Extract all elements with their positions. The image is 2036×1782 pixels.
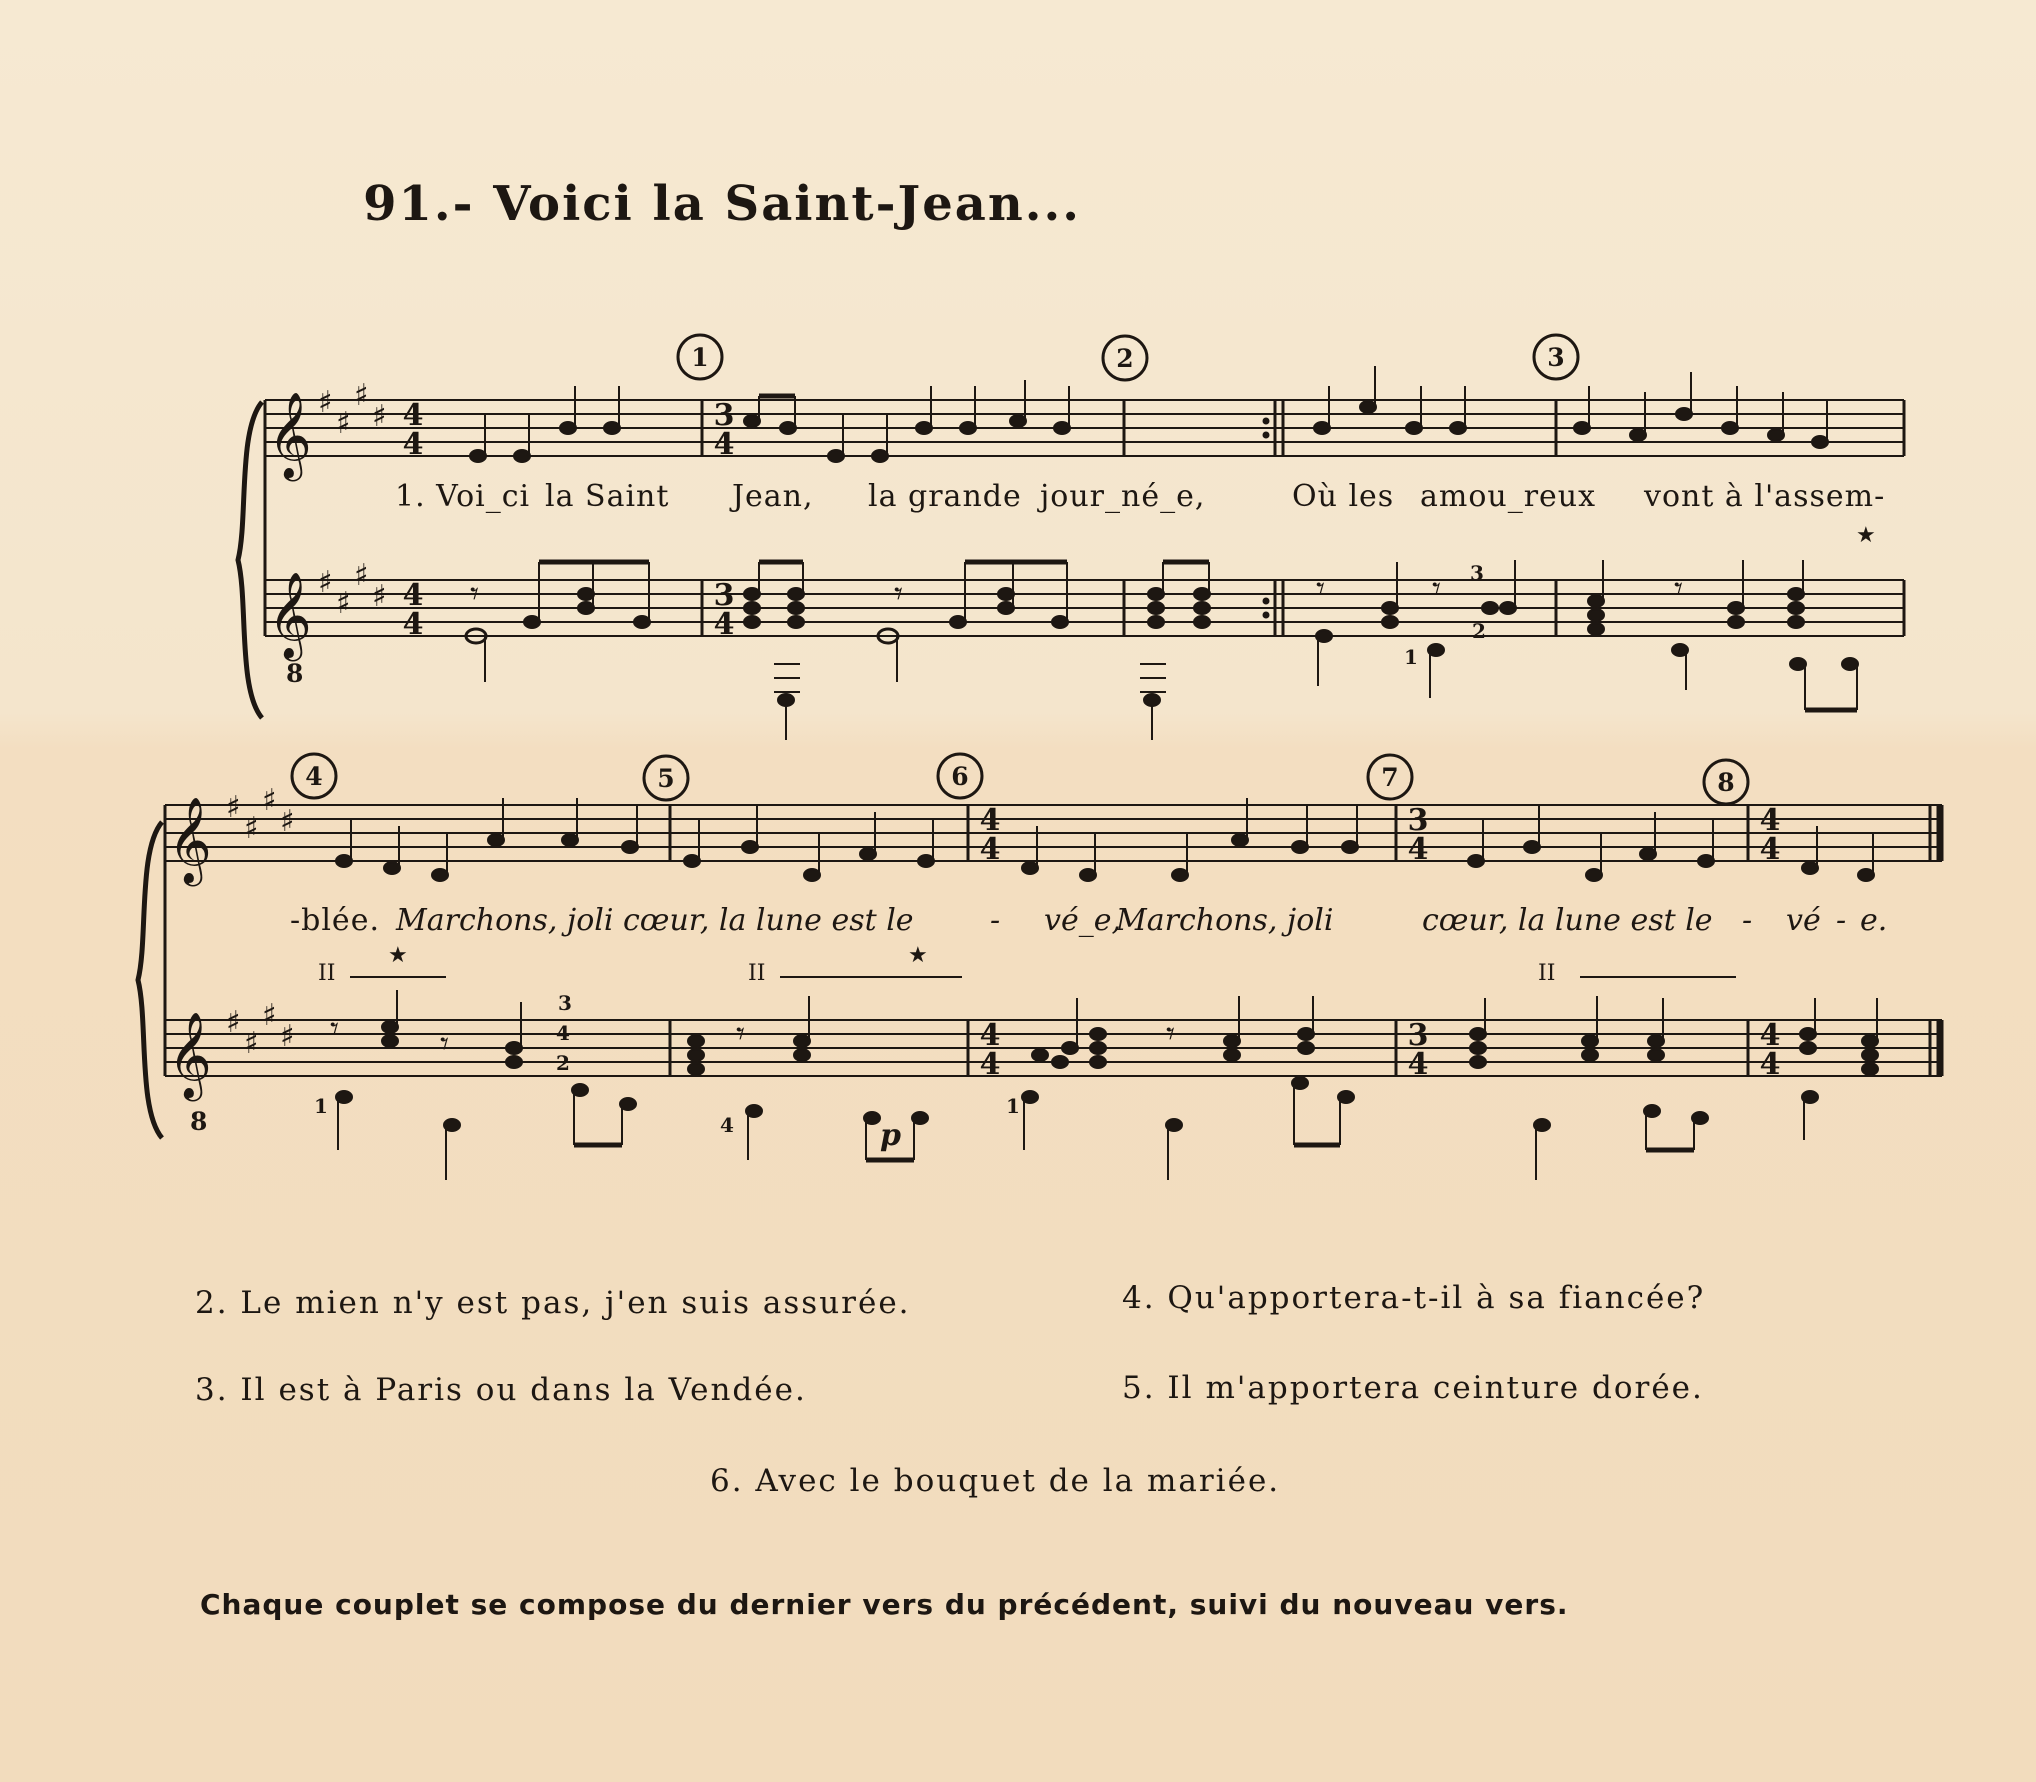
voice-staff-1 xyxy=(265,400,1904,456)
svg-text:𝄾: 𝄾 xyxy=(470,574,480,614)
fingering-5: 1 xyxy=(314,1094,328,1118)
dynamic-piano: p xyxy=(880,1118,901,1153)
verse-2: 2. Le mien n'y est pas, j'en suis assurée. xyxy=(195,1285,911,1321)
time-sig-num-v6: 4 xyxy=(979,803,1001,838)
svg-text:𝄾: 𝄾 xyxy=(1166,1014,1176,1054)
time-sig-num-v1b: 3 xyxy=(713,398,735,433)
lyric-2-3: - xyxy=(990,903,1001,938)
time-sig-num-v1: 4 xyxy=(402,398,424,433)
song-title: 91.- Voici la Saint-Jean... xyxy=(363,176,1081,232)
svg-text:♯: ♯ xyxy=(280,1019,295,1054)
svg-text:♯: ♯ xyxy=(318,565,333,600)
fingering-3: 3 xyxy=(1470,561,1484,585)
measure-number-8: 8 xyxy=(1717,768,1735,797)
svg-text:♯: ♯ xyxy=(336,406,351,441)
svg-text:𝄾: 𝄾 xyxy=(1674,569,1684,609)
measure-number-circles xyxy=(292,335,1748,804)
time-sig-num-g6: 4 xyxy=(979,1018,1001,1053)
svg-text:♯: ♯ xyxy=(262,783,277,818)
svg-text:♯: ♯ xyxy=(336,586,351,621)
barlines-system-2 xyxy=(165,805,1940,1076)
barlines-system-1 xyxy=(265,400,1904,636)
verse-5: 5. Il m'apportera ceinture dorée. xyxy=(1122,1370,1704,1406)
time-sig-num-g7: 3 xyxy=(1407,1018,1429,1053)
footnote: Chaque couplet se compose du dernier vers du précédent, suivi du nouveau vers. xyxy=(200,1588,1569,1621)
svg-text:𝄾: 𝄾 xyxy=(1316,569,1326,609)
lyric-2-4: vé_e, xyxy=(1044,903,1121,938)
svg-text:♯: ♯ xyxy=(354,558,369,593)
star-mark-1: ★ xyxy=(1856,523,1876,548)
time-sig-den-v8: 4 xyxy=(1759,832,1781,867)
time-sig-num-v7: 3 xyxy=(1407,803,1429,838)
svg-text:𝄾: 𝄾 xyxy=(1432,569,1442,609)
fingering-6: 3 xyxy=(558,991,572,1015)
fingering-8: 1 xyxy=(1006,1094,1020,1118)
system-brace xyxy=(238,402,262,718)
svg-text:♯: ♯ xyxy=(226,790,241,825)
time-sig-den-g1b: 4 xyxy=(713,607,735,642)
time-sig-den-v6: 4 xyxy=(979,832,1001,867)
time-sig-den-v7: 4 xyxy=(1407,832,1429,867)
measure-number-1: 1 xyxy=(691,343,709,372)
octave-mark-1: 8 xyxy=(286,659,304,688)
lyric-1-4: la grande xyxy=(868,479,1022,514)
measure-number-5: 5 xyxy=(657,764,675,793)
svg-text:♯: ♯ xyxy=(354,378,369,413)
lyric-2-7: - xyxy=(1742,903,1753,938)
fingering-2: 2 xyxy=(1472,619,1486,643)
key-signature-voice-1 xyxy=(318,378,387,441)
lyric-1-3: Jean, xyxy=(732,479,814,514)
verse-4: 4. Qu'apportera-t-il à sa fiancée? xyxy=(1122,1280,1706,1316)
time-sig-den-g8: 4 xyxy=(1759,1047,1781,1082)
lyric-2-1: -blée. xyxy=(290,903,380,938)
guitar-notes-system-2 xyxy=(336,990,1878,1180)
time-sig-den-g1: 4 xyxy=(402,607,424,642)
verse-6: 6. Avec le bouquet de la mariée. xyxy=(710,1463,1281,1499)
svg-text:𝄾: 𝄾 xyxy=(894,574,904,614)
svg-text:𝄾: 𝄾 xyxy=(440,1024,450,1064)
lyric-1-6: Où les xyxy=(1292,479,1395,514)
time-sig-den-v1: 4 xyxy=(402,427,424,462)
lyric-1-8: vont à l'assem- xyxy=(1644,479,1886,514)
treble-clef-guitar-1: 𝄞 xyxy=(268,572,312,658)
lyric-1-2: la Saint xyxy=(545,479,670,514)
svg-text:♯: ♯ xyxy=(244,811,259,846)
svg-text:♯: ♯ xyxy=(280,804,295,839)
key-signature-guitar-2 xyxy=(226,998,295,1061)
star-mark-2: ★ xyxy=(388,943,408,968)
fingering-9: 4 xyxy=(720,1113,734,1137)
lyric-2-8: vé xyxy=(1786,903,1821,938)
svg-text:♯: ♯ xyxy=(244,1026,259,1061)
treble-clef-guitar-2: 𝄞 xyxy=(168,1012,212,1098)
svg-text:♯: ♯ xyxy=(372,399,387,434)
lyric-2-10: e. xyxy=(1860,903,1888,938)
svg-text:𝄾: 𝄾 xyxy=(736,1014,746,1054)
fingering-7: 2 xyxy=(556,1051,570,1075)
time-sig-den-v1b: 4 xyxy=(713,427,735,462)
octave-mark-2: 8 xyxy=(190,1107,208,1136)
measure-number-6: 6 xyxy=(951,762,969,791)
system-brace-2 xyxy=(138,822,162,1138)
measure-number-3: 3 xyxy=(1547,343,1565,372)
position-mark-2: II xyxy=(748,961,766,986)
verse-3: 3. Il est à Paris ou dans la Vendée. xyxy=(195,1372,807,1408)
voice-staff-2 xyxy=(165,805,1942,861)
svg-text:♯: ♯ xyxy=(226,1005,241,1040)
lyric-2-5: Marchons, joli xyxy=(1116,903,1334,938)
svg-text:♯: ♯ xyxy=(372,579,387,614)
time-sig-num-g8: 4 xyxy=(1759,1018,1781,1053)
measure-number-2: 2 xyxy=(1116,344,1134,373)
treble-clef-voice-1: 𝄞 xyxy=(268,392,312,478)
lyric-2-6: cœur, la lune est le xyxy=(1422,903,1713,938)
time-sig-num-g1: 4 xyxy=(402,578,424,613)
lyric-2-2: Marchons, joli cœur, la lune est le xyxy=(396,903,914,938)
key-signature-guitar-1 xyxy=(318,558,387,621)
guitar-staff-2 xyxy=(165,1020,1942,1076)
voice-notes-system-2 xyxy=(336,798,1874,881)
measure-number-7: 7 xyxy=(1381,763,1399,792)
svg-text:♯: ♯ xyxy=(262,998,277,1033)
lyric-2-9: - xyxy=(1836,903,1847,938)
guitar-staff-1 xyxy=(265,580,1904,636)
guitar-notes-system-1 xyxy=(466,560,1858,740)
lyric-1-7: amou_reux xyxy=(1420,479,1597,514)
lyric-1-5: jour_né_e, xyxy=(1040,479,1206,514)
time-sig-num-g1b: 3 xyxy=(713,578,735,613)
time-sig-den-g6: 4 xyxy=(979,1047,1001,1082)
time-sig-num-v8: 4 xyxy=(1759,803,1781,838)
time-sig-den-g7: 4 xyxy=(1407,1047,1429,1082)
svg-text:𝄾: 𝄾 xyxy=(330,1009,340,1049)
fingering-1: 1 xyxy=(1404,645,1418,669)
position-mark-3: II xyxy=(1538,961,1556,986)
position-mark-1: II xyxy=(318,961,336,986)
measure-number-4: 4 xyxy=(305,762,323,791)
treble-clef-voice-2: 𝄞 xyxy=(168,797,212,883)
star-mark-3: ★ xyxy=(908,943,928,968)
fingering-4: 4 xyxy=(556,1021,570,1045)
svg-text:♯: ♯ xyxy=(318,385,333,420)
lyric-1-1: 1. Voi_ci xyxy=(395,479,531,514)
key-signature-voice-2 xyxy=(226,783,295,846)
